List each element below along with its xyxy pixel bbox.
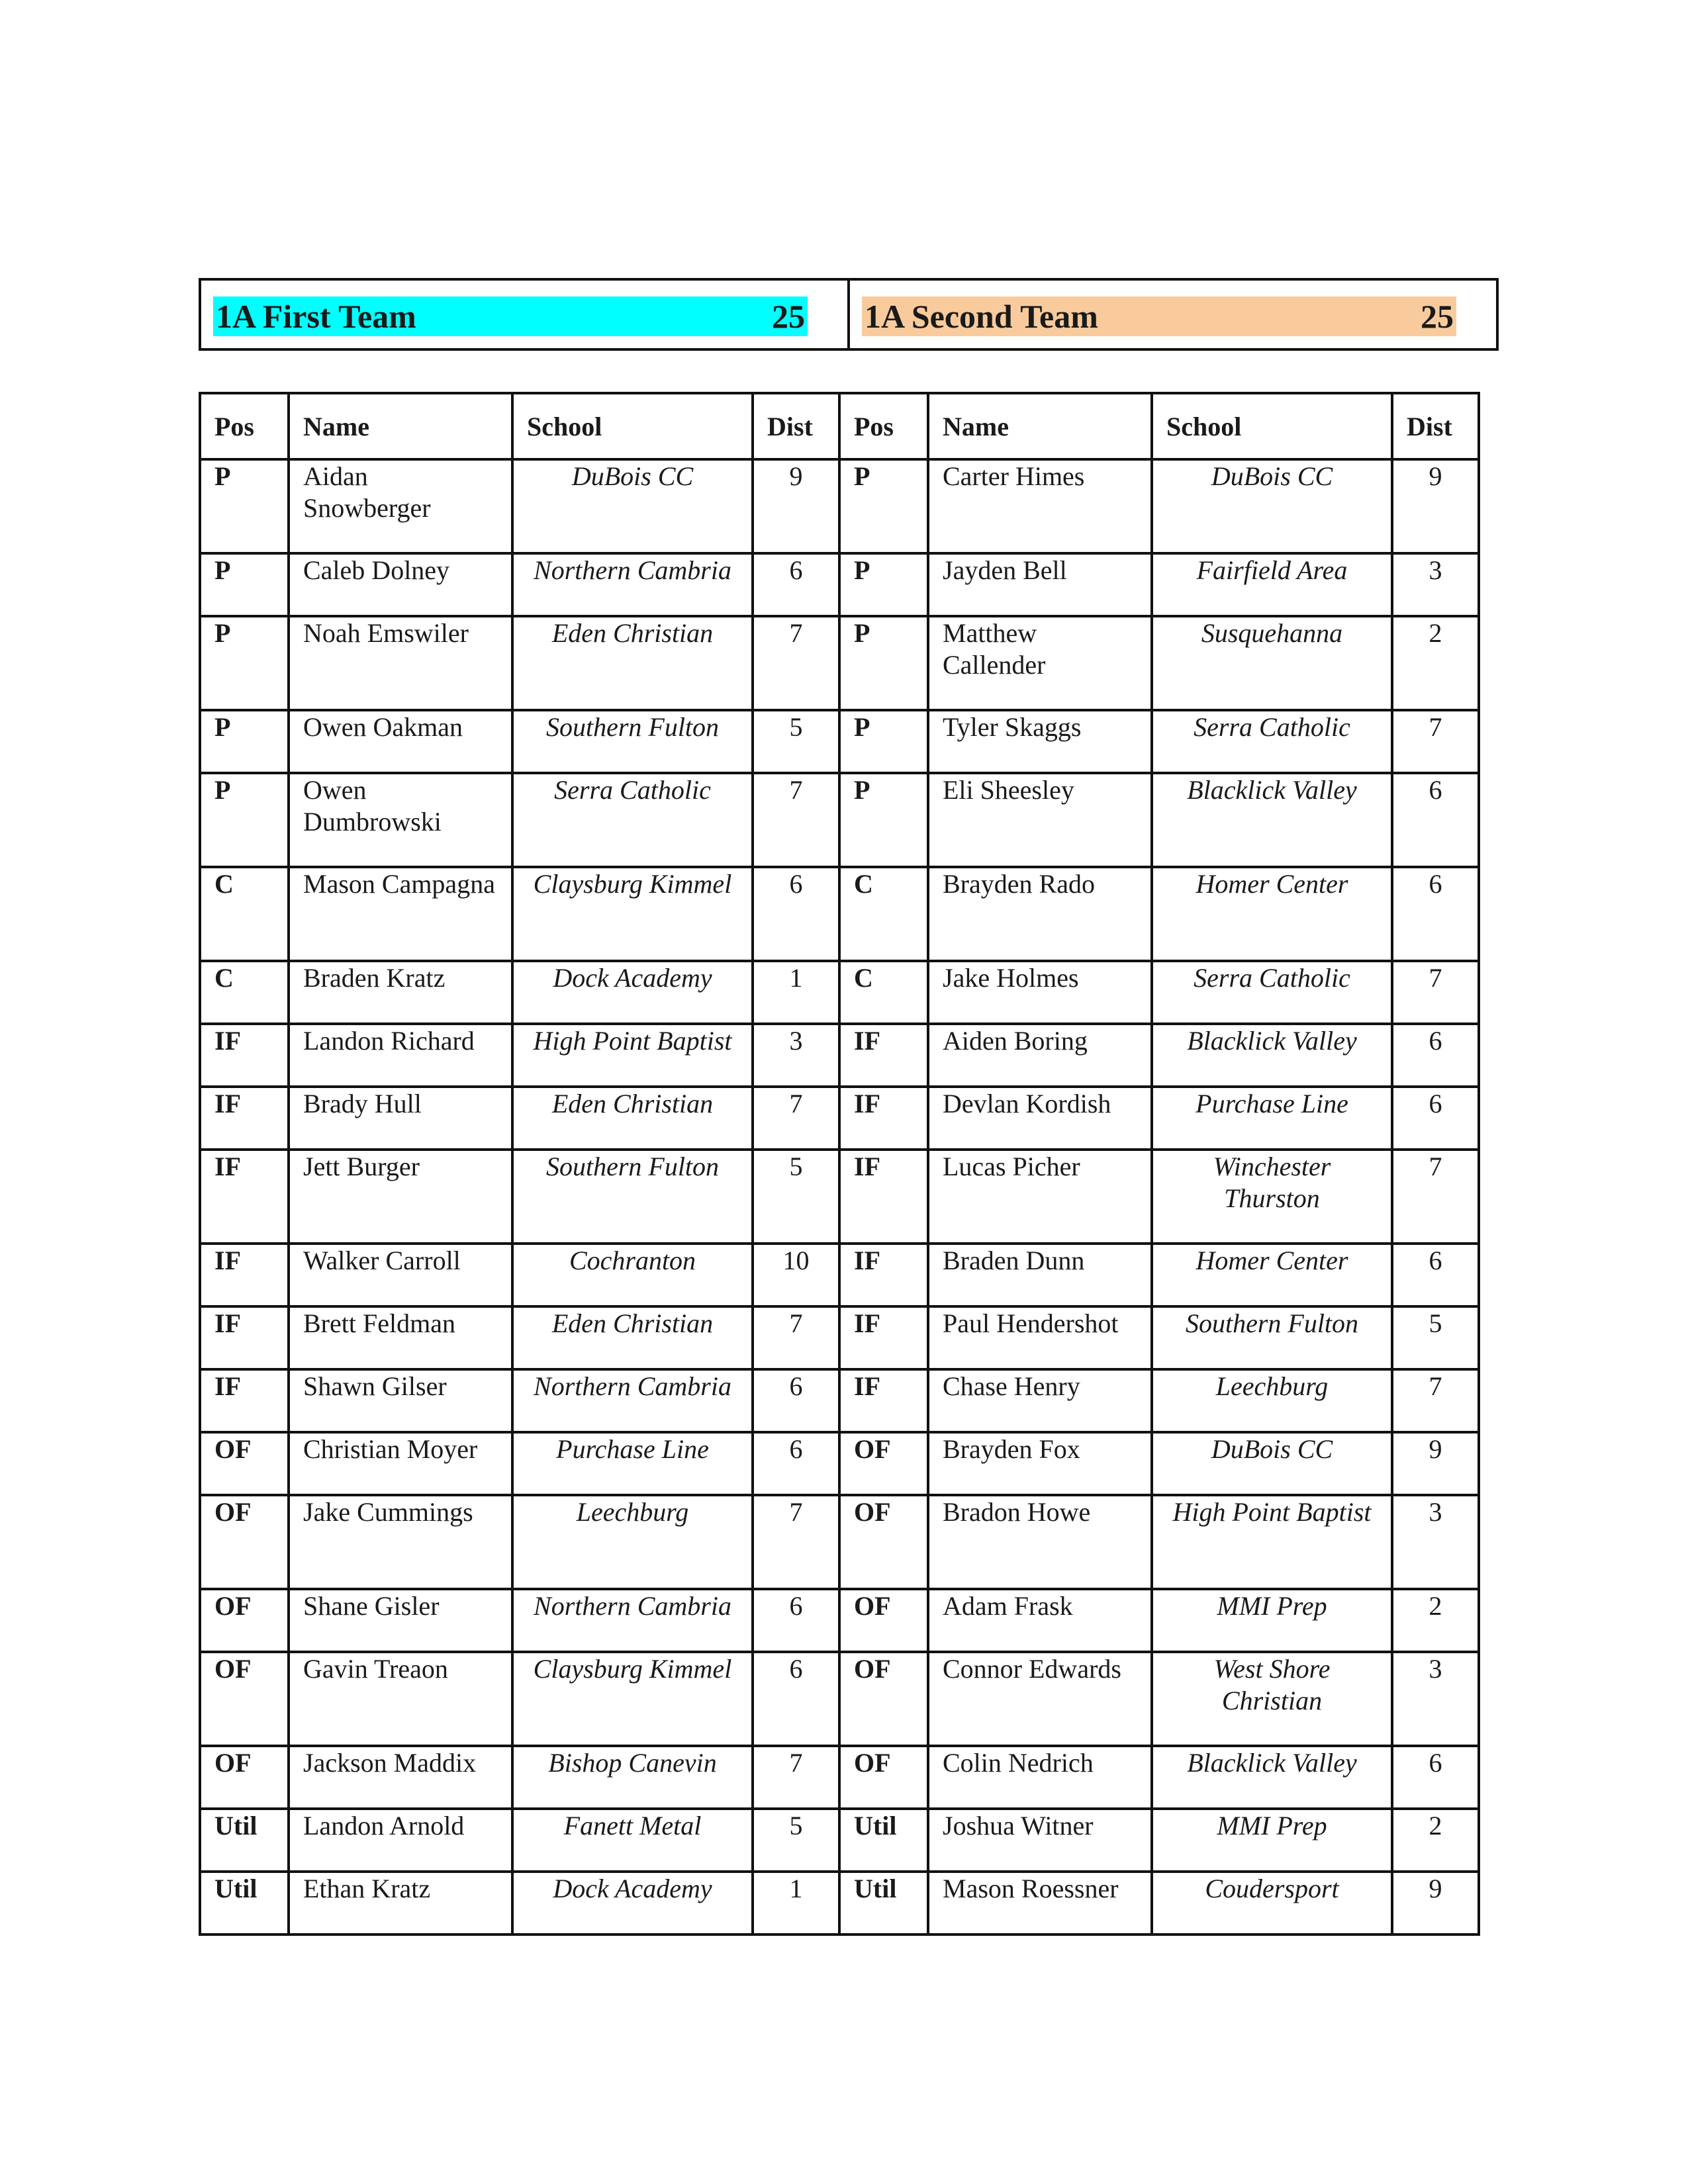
first-team-pos-cell: OF (200, 1495, 289, 1589)
first-team-name-cell: Landon Arnold (289, 1809, 512, 1872)
second-team-school-cell: Blacklick Valley (1152, 1746, 1392, 1809)
second-team-name-cell: Chase Henry (928, 1369, 1152, 1432)
second-team-header-cell (847, 281, 1496, 348)
first-team-dist-cell: 9 (753, 459, 839, 553)
second-team-pos-cell: IF (839, 1306, 928, 1369)
first-team-name-cell: Owen Oakman (289, 710, 512, 773)
second-team-dist-cell: 7 (1392, 710, 1479, 773)
second-team-dist-cell: 3 (1392, 1495, 1479, 1589)
first-team-dist-cell: 1 (753, 1872, 839, 1934)
first-team-school-cell: Serra Catholic (512, 773, 753, 867)
first-team-dist-cell: 5 (753, 1150, 839, 1244)
first-team-pos-cell: P (200, 710, 289, 773)
second-team-title-highlight (862, 296, 1456, 336)
second-team-school-cell: Coudersport (1152, 1872, 1392, 1934)
second-team-pos-cell: IF (839, 1369, 928, 1432)
first-team-school-cell: Claysburg Kimmel (512, 1652, 753, 1746)
table-row (200, 616, 1479, 710)
second-team-pos-cell: C (839, 961, 928, 1024)
second-team-dist-cell: 6 (1392, 773, 1479, 867)
table-row (200, 1589, 1479, 1652)
second-team-school-cell: DuBois CC (1152, 1432, 1392, 1495)
table-row (200, 553, 1479, 616)
first-team-pos-cell: Util (200, 1872, 289, 1934)
second-team-dist-cell: 6 (1392, 1087, 1479, 1150)
second-team-school-cell: MMI Prep (1152, 1809, 1392, 1872)
first-team-pos-cell: OF (200, 1746, 289, 1809)
first-team-name-cell: Christian Moyer (289, 1432, 512, 1495)
first-team-dist-cell: 3 (753, 1024, 839, 1087)
first-team-dist-cell: 6 (753, 553, 839, 616)
column-header-school: School (512, 393, 753, 459)
second-team-school-cell: West Shore Christian (1152, 1652, 1392, 1746)
first-team-pos-cell: IF (200, 1306, 289, 1369)
first-team-title-highlight (213, 296, 808, 336)
first-team-pos-cell: IF (200, 1369, 289, 1432)
second-team-dist-cell: 2 (1392, 616, 1479, 710)
second-team-name-cell: Bradon Howe (928, 1495, 1152, 1589)
first-team-name-cell: Caleb Dolney (289, 553, 512, 616)
second-team-school-cell: Serra Catholic (1152, 710, 1392, 773)
column-header-dist: Dist (1392, 393, 1479, 459)
table-row (200, 773, 1479, 867)
column-header-row (200, 393, 1479, 459)
second-team-name-cell: Brayden Fox (928, 1432, 1152, 1495)
second-team-name-cell: Jake Holmes (928, 961, 1152, 1024)
first-team-dist-cell: 6 (753, 1589, 839, 1652)
second-team-title: 1A Second Team (865, 298, 1098, 335)
second-team-dist-cell: 6 (1392, 1244, 1479, 1306)
first-team-pos-cell: P (200, 773, 289, 867)
second-team-name-cell: Aiden Boring (928, 1024, 1152, 1087)
second-team-pos-cell: OF (839, 1495, 928, 1589)
first-team-school-cell: Cochranton (512, 1244, 753, 1306)
table-row (200, 1150, 1479, 1244)
table-row (200, 1495, 1479, 1589)
second-team-school-cell: Homer Center (1152, 1244, 1392, 1306)
first-team-pos-cell: Util (200, 1809, 289, 1872)
second-team-school-cell: MMI Prep (1152, 1589, 1392, 1652)
second-team-pos-cell: IF (839, 1024, 928, 1087)
table-row (200, 961, 1479, 1024)
first-team-school-cell: Eden Christian (512, 616, 753, 710)
second-team-name-cell: Matthew Callender (928, 616, 1152, 710)
first-team-school-cell: Claysburg Kimmel (512, 867, 753, 961)
second-team-pos-cell: OF (839, 1589, 928, 1652)
table-row (200, 1369, 1479, 1432)
first-team-name-cell: Shawn Gilser (289, 1369, 512, 1432)
second-team-dist-cell: 9 (1392, 459, 1479, 553)
second-team-pos-cell: OF (839, 1652, 928, 1746)
second-team-pos-cell: OF (839, 1432, 928, 1495)
second-team-dist-cell: 7 (1392, 1369, 1479, 1432)
table-row (200, 1746, 1479, 1809)
first-team-school-cell: Leechburg (512, 1495, 753, 1589)
first-team-school-cell: High Point Baptist (512, 1024, 753, 1087)
second-team-dist-cell: 6 (1392, 867, 1479, 961)
second-team-school-cell: Homer Center (1152, 867, 1392, 961)
second-team-dist-cell: 5 (1392, 1306, 1479, 1369)
first-team-school-cell: DuBois CC (512, 459, 753, 553)
second-team-name-cell: Mason Roessner (928, 1872, 1152, 1934)
first-team-school-cell: Purchase Line (512, 1432, 753, 1495)
second-team-name-cell: Joshua Witner (928, 1809, 1152, 1872)
second-team-name-cell: Devlan Kordish (928, 1087, 1152, 1150)
second-team-dist-cell: 7 (1392, 961, 1479, 1024)
first-team-count: 25 (772, 298, 805, 335)
second-team-pos-cell: P (839, 459, 928, 553)
first-team-name-cell: Landon Richard (289, 1024, 512, 1087)
first-team-pos-cell: IF (200, 1087, 289, 1150)
first-team-school-cell: Southern Fulton (512, 1150, 753, 1244)
second-team-dist-cell: 6 (1392, 1746, 1479, 1809)
column-header-name: Name (928, 393, 1152, 459)
first-team-pos-cell: IF (200, 1150, 289, 1244)
first-team-school-cell: Dock Academy (512, 961, 753, 1024)
second-team-school-cell: DuBois CC (1152, 459, 1392, 553)
first-team-pos-cell: P (200, 616, 289, 710)
second-team-name-cell: Carter Himes (928, 459, 1152, 553)
second-team-name-cell: Colin Nedrich (928, 1746, 1152, 1809)
first-team-dist-cell: 6 (753, 1369, 839, 1432)
first-team-dist-cell: 7 (753, 1087, 839, 1150)
second-team-school-cell: Serra Catholic (1152, 961, 1392, 1024)
first-team-dist-cell: 1 (753, 961, 839, 1024)
second-team-school-cell: Leechburg (1152, 1369, 1392, 1432)
table-row (200, 459, 1479, 553)
second-team-name-cell: Brayden Rado (928, 867, 1152, 961)
first-team-dist-cell: 6 (753, 867, 839, 961)
second-team-pos-cell: IF (839, 1087, 928, 1150)
first-team-name-cell: Jett Burger (289, 1150, 512, 1244)
second-team-name-cell: Eli Sheesley (928, 773, 1152, 867)
first-team-pos-cell: C (200, 867, 289, 961)
first-team-school-cell: Northern Cambria (512, 553, 753, 616)
second-team-name-cell: Connor Edwards (928, 1652, 1152, 1746)
column-header-name: Name (289, 393, 512, 459)
second-team-count: 25 (1421, 298, 1454, 335)
first-team-dist-cell: 7 (753, 1306, 839, 1369)
second-team-school-cell: High Point Baptist (1152, 1495, 1392, 1589)
table-row (200, 1024, 1479, 1087)
first-team-dist-cell: 7 (753, 773, 839, 867)
first-team-dist-cell: 5 (753, 1809, 839, 1872)
second-team-school-cell: Susquehanna (1152, 616, 1392, 710)
second-team-name-cell: Braden Dunn (928, 1244, 1152, 1306)
second-team-dist-cell: 9 (1392, 1432, 1479, 1495)
second-team-pos-cell: IF (839, 1150, 928, 1244)
second-team-name-cell: Tyler Skaggs (928, 710, 1152, 773)
first-team-title: 1A First Team (216, 298, 416, 335)
second-team-dist-cell: 9 (1392, 1872, 1479, 1934)
first-team-school-cell: Fanett Metal (512, 1809, 753, 1872)
first-team-pos-cell: P (200, 459, 289, 553)
second-team-name-cell: Adam Frask (928, 1589, 1152, 1652)
second-team-school-cell: Blacklick Valley (1152, 773, 1392, 867)
column-header-dist: Dist (753, 393, 839, 459)
second-team-school-cell: Southern Fulton (1152, 1306, 1392, 1369)
first-team-dist-cell: 7 (753, 1495, 839, 1589)
first-team-pos-cell: IF (200, 1024, 289, 1087)
first-team-header-cell (201, 281, 847, 348)
second-team-name-cell: Lucas Picher (928, 1150, 1152, 1244)
first-team-dist-cell: 6 (753, 1432, 839, 1495)
second-team-school-cell: Fairfield Area (1152, 553, 1392, 616)
first-team-pos-cell: OF (200, 1652, 289, 1746)
first-team-school-cell: Eden Christian (512, 1306, 753, 1369)
table-row (200, 1306, 1479, 1369)
table-row (200, 1432, 1479, 1495)
first-team-name-cell: Noah Emswiler (289, 616, 512, 710)
column-header-pos: Pos (839, 393, 928, 459)
first-team-dist-cell: 7 (753, 616, 839, 710)
first-team-pos-cell: OF (200, 1432, 289, 1495)
second-team-pos-cell: P (839, 616, 928, 710)
first-team-pos-cell: P (200, 553, 289, 616)
second-team-dist-cell: 3 (1392, 553, 1479, 616)
first-team-name-cell: Jake Cummings (289, 1495, 512, 1589)
first-team-school-cell: Eden Christian (512, 1087, 753, 1150)
table-row (200, 1809, 1479, 1872)
first-team-name-cell: Mason Campagna (289, 867, 512, 961)
team-header (199, 278, 1499, 351)
second-team-pos-cell: P (839, 553, 928, 616)
first-team-name-cell: Brett Feldman (289, 1306, 512, 1369)
first-team-school-cell: Bishop Canevin (512, 1746, 753, 1809)
column-header-pos: Pos (200, 393, 289, 459)
table-row (200, 1652, 1479, 1746)
first-team-pos-cell: C (200, 961, 289, 1024)
first-team-name-cell: Aidan Snowberger (289, 459, 512, 553)
first-team-pos-cell: OF (200, 1589, 289, 1652)
second-team-pos-cell: Util (839, 1809, 928, 1872)
first-team-dist-cell: 5 (753, 710, 839, 773)
first-team-dist-cell: 6 (753, 1652, 839, 1746)
table-row (200, 1244, 1479, 1306)
first-team-name-cell: Owen Dumbrowski (289, 773, 512, 867)
roster-table (199, 392, 1480, 1936)
first-team-name-cell: Jackson Maddix (289, 1746, 512, 1809)
second-team-name-cell: Jayden Bell (928, 553, 1152, 616)
second-team-pos-cell: IF (839, 1244, 928, 1306)
second-team-pos-cell: P (839, 710, 928, 773)
second-team-dist-cell: 3 (1392, 1652, 1479, 1746)
first-team-pos-cell: IF (200, 1244, 289, 1306)
second-team-school-cell: Purchase Line (1152, 1087, 1392, 1150)
second-team-pos-cell: C (839, 867, 928, 961)
first-team-school-cell: Northern Cambria (512, 1369, 753, 1432)
second-team-name-cell: Paul Hendershot (928, 1306, 1152, 1369)
first-team-name-cell: Shane Gisler (289, 1589, 512, 1652)
first-team-dist-cell: 10 (753, 1244, 839, 1306)
second-team-pos-cell: Util (839, 1872, 928, 1934)
second-team-pos-cell: P (839, 773, 928, 867)
first-team-name-cell: Gavin Treaon (289, 1652, 512, 1746)
second-team-dist-cell: 7 (1392, 1150, 1479, 1244)
second-team-pos-cell: OF (839, 1746, 928, 1809)
table-row (200, 710, 1479, 773)
second-team-dist-cell: 2 (1392, 1809, 1479, 1872)
first-team-school-cell: Northern Cambria (512, 1589, 753, 1652)
table-row (200, 867, 1479, 961)
first-team-name-cell: Braden Kratz (289, 961, 512, 1024)
first-team-dist-cell: 7 (753, 1746, 839, 1809)
second-team-dist-cell: 2 (1392, 1589, 1479, 1652)
table-row (200, 1087, 1479, 1150)
first-team-school-cell: Southern Fulton (512, 710, 753, 773)
first-team-name-cell: Brady Hull (289, 1087, 512, 1150)
table-row (200, 1872, 1479, 1934)
second-team-dist-cell: 6 (1392, 1024, 1479, 1087)
first-team-school-cell: Dock Academy (512, 1872, 753, 1934)
second-team-school-cell: Blacklick Valley (1152, 1024, 1392, 1087)
first-team-name-cell: Walker Carroll (289, 1244, 512, 1306)
first-team-name-cell: Ethan Kratz (289, 1872, 512, 1934)
second-team-school-cell: Winchester Thurston (1152, 1150, 1392, 1244)
column-header-school: School (1152, 393, 1392, 459)
